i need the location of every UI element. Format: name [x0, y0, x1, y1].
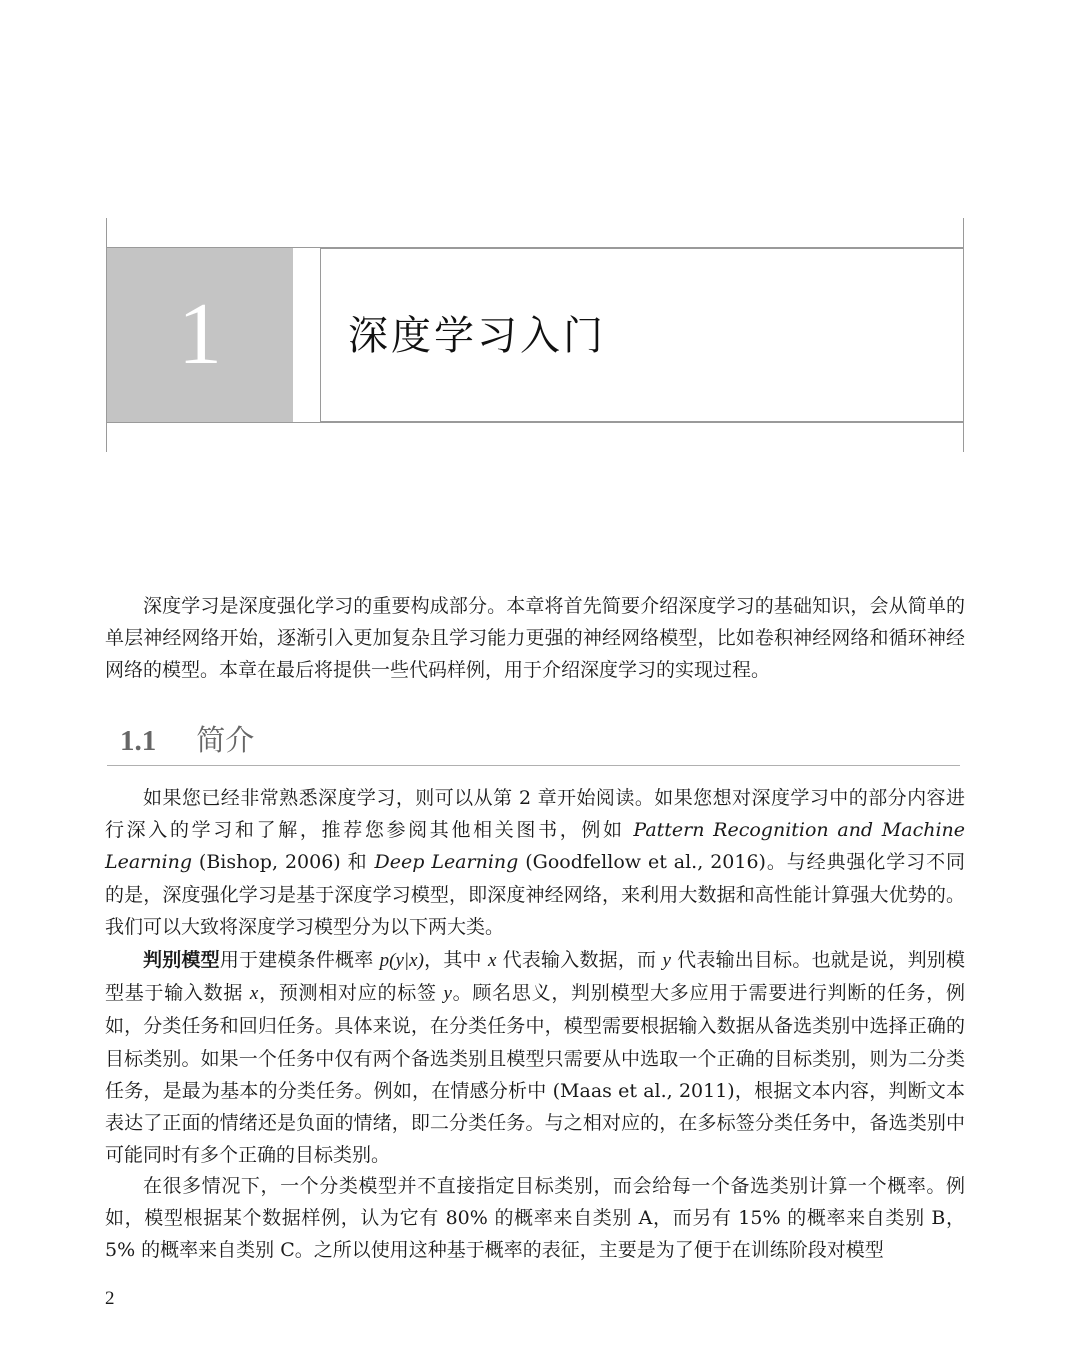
- p2-text-b: ，其中: [423, 949, 488, 971]
- p2-text-c: 代表输入数据，而: [496, 949, 663, 971]
- book-title-prml: Pattern Recognition and Machine Learning: [105, 819, 966, 874]
- section-rule: [107, 765, 960, 766]
- chapter-number: 1: [178, 286, 222, 383]
- chapter-number-block: [107, 248, 293, 422]
- frame-bottom-rule: [106, 422, 964, 423]
- page-number: 2: [105, 1288, 115, 1309]
- section-heading: [120, 718, 254, 759]
- body-paragraph-3: 在很多情况下，一个分类模型并不直接指定目标类别，而会给每一个备选类别计算一个概率。例如，模型根据某个数据样例，认为它有 80% 的概率来自类别 A，而另有 15% 的概率来自类别 B，5% 的概率来自类别 C。之所以使用这种基于概率的表征，主要是为了便于在训练阶段对模型: [105, 1175, 965, 1262]
- section-number: 1.1: [120, 725, 157, 757]
- body-paragraph-2: [105, 944, 965, 1171]
- p2-text-e: ，预测相对应的标签: [258, 982, 444, 1005]
- p2-text-a: 用于建模条件概率: [219, 949, 380, 971]
- p1-text-a: 如果您已经非常熟悉深度学习，则可以从第 2 章开始阅读。如果您想对深度学习中的部分内容进行深入的学习和了解，推荐您参阅其他相关图书，例如: [105, 787, 965, 842]
- section-title: 简介: [196, 723, 255, 757]
- math-x: x: [487, 950, 497, 971]
- p2-text-d: 代表输出目标。也就是说，判别模型基于输入数据: [105, 949, 965, 1005]
- math-y: y: [443, 983, 452, 1005]
- p1-text-b: (Bishop, 2006) 和: [191, 851, 375, 874]
- p2-text-f: 。顾名思义，判别模型大多应用于需要进行判断的任务，例如，分类任务和回归任务。具体来说，在分类任务中，模型需要根据输入数据从备选类别中选择正确的目标类别。如果一个任务中仅有两个备选类别且模型只需要从中选取一个正确的目标类别，则为二分类任务，是最为基本的分类任务。例如，在情感分析中 (Maas et al., 2011)，根据文本内容，判断文本表达了正面的情绪还是负面的情绪，即二分类任务。与之相对应的，在多标签分类任务中，备选类别中可能同时有多个正确的目标类别。: [105, 982, 965, 1167]
- term-discriminative-model: 判别模型: [143, 949, 220, 971]
- chapter-title: 深度学习入门: [348, 313, 606, 359]
- p1-text-c: (Goodfellow et al., 2016)。与经典强化学习不同的是，深度强化学习是基于深度学习模型，即深度神经网络，来利用大数据和高性能计算强大优势的。我们可以大致将深度学习模型分为以下两大类。: [105, 851, 965, 938]
- book-title-deep-learning: Deep Learning: [374, 851, 519, 874]
- math-x: x: [249, 983, 259, 1005]
- body-paragraph-1: [105, 782, 965, 943]
- math-conditional-probability: p(y|x): [379, 950, 424, 971]
- intro-paragraph: 深度学习是深度强化学习的重要构成部分。本章将首先简要介绍深度学习的基础知识，会从简单的单层神经网络开始，逐渐引入更加复杂且学习能力更强的神经网络模型，比如卷积神经网络和循环神经网络的模型。本章在最后将提供一些代码样例，用于介绍深度学习的实现过程。: [105, 595, 965, 682]
- math-y: y: [662, 950, 671, 971]
